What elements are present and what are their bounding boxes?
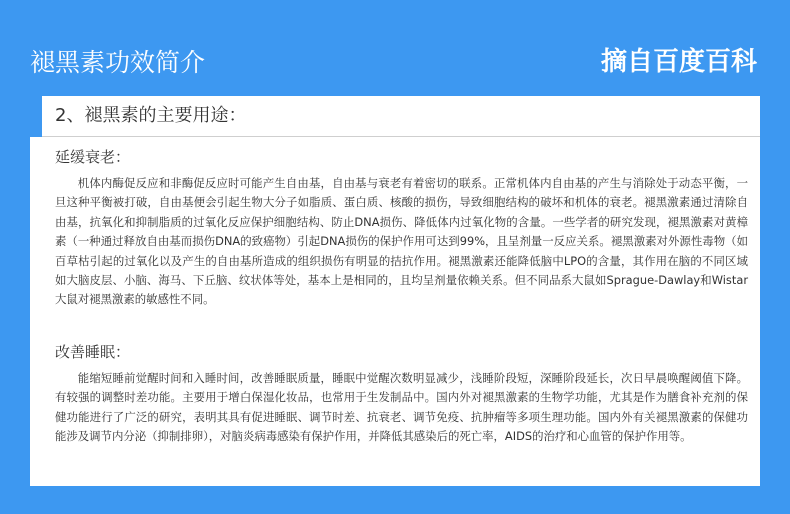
heading-accent-bar	[30, 96, 42, 137]
paragraph-anti-aging: 机体内酶促反应和非酶促反应时可能产生自由基，自由基与衰老有着密切的联系。正常机体内自由基的产生与消除处于动态平衡，一旦这种平衡被打破，自由基便会引起生物大分子如脂质、蛋白质、核酸的损伤，导致细胞结构的破坏和机体的衰老。褪黑激素通过清除自由基，抗氧化和抑制脂质的过氧化反应保护细胞结构、防止DNA损伤、降低体内过氧化物的含量。一些学者的研究发现，褪黑激素对黄樟素（一种通过释放自由基而损伤DNA的致癌物）引起DNA损伤的保护作用可达到99%，且呈剂量一反应关系。褪黑激素对外源性毒物（如百草枯引起的过氧化以及产生的自由基所造成的组织损伤有明显的拮抗作用。褪黑激素还能降低脑中LPO的含量，其作用在脑的不同区域如大脑皮层、小脑、海马、下丘脑、纹状体等处，基本上是相同的，且均呈剂量依赖关系。但不同品系大鼠如Sprague-Dawlay和Wistar大鼠对褪黑激素的敏感性不同。	[55, 176, 748, 307]
heading-divider	[42, 136, 760, 137]
section-heading: 2、褪黑素的主要用途：	[55, 105, 247, 126]
source-label: 摘自百度百科	[600, 47, 757, 77]
subheading-sleep: 改善睡眠：	[55, 343, 131, 361]
subheading-anti-aging: 延缓衰老：	[55, 148, 131, 166]
page-title: 褪黑素功效简介	[30, 48, 206, 77]
paragraph-sleep: 能缩短睡前觉醒时间和入睡时间，改善睡眠质量，睡眠中觉醒次数明显减少，浅睡阶段短，深睡阶段延长，次日早晨唤醒阈值下降。有较强的调整时差功能。主要用于增白保湿化妆品，也常用于生发制品中。国内外对褪黑激素的生物学功能，尤其是作为膳食补充剂的保健功能进行了广泛的研究，表明其具有促进睡眠、调节时差、抗衰老、调节免疫、抗肿瘤等多项生理功能。国内外有关褪黑激素的保健功能涉及调节内分泌（抑制排卵），对脑炎病毒感染有保护作用，并降低其感染后的死亡率，AIDS的治疗和心血管的保护作用等。	[55, 371, 748, 444]
